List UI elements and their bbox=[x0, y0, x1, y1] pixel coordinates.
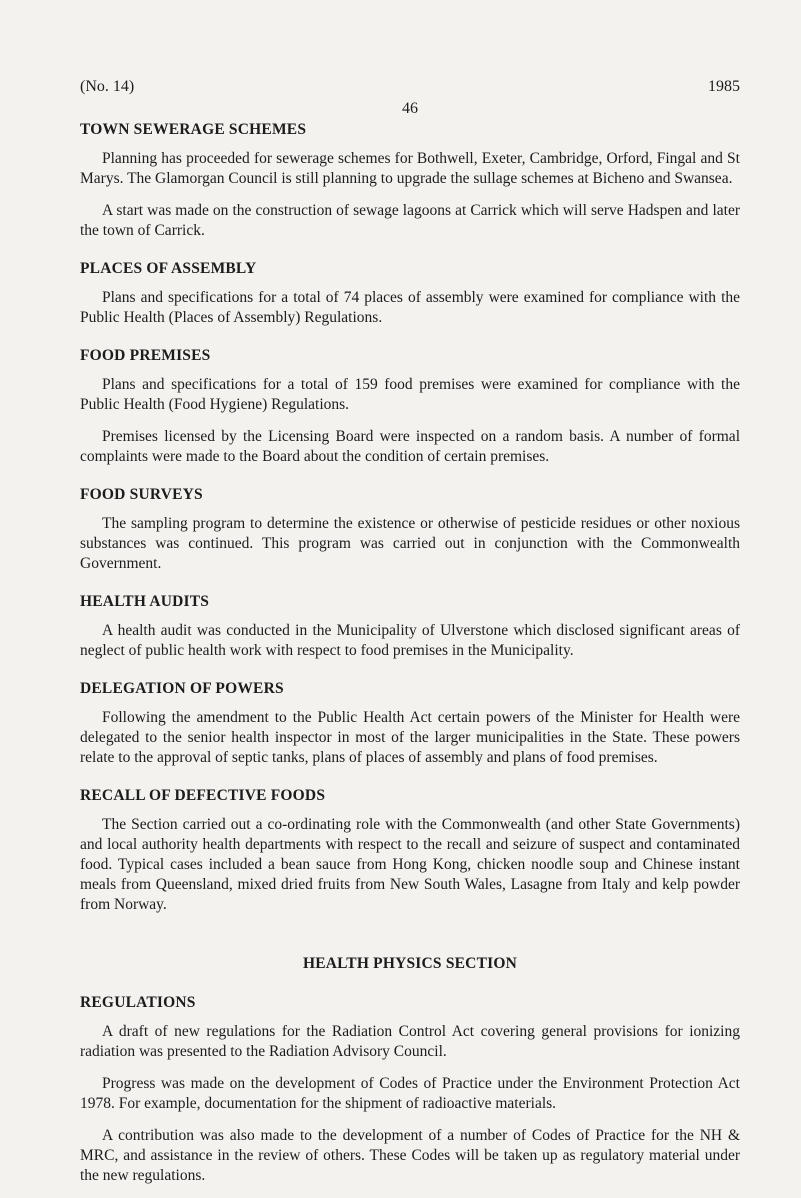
section-heading: FOOD PREMISES bbox=[80, 347, 211, 364]
issue-number: (No. 14) bbox=[80, 78, 135, 95]
section bbox=[80, 592, 740, 661]
section bbox=[80, 120, 740, 241]
running-head bbox=[80, 78, 740, 120]
paragraph: The Section carried out a co-ordinating role with the Commonwealth (and other State Governments) and local authority health departments with respect to the recall and seizure of suspect and contaminated food. Typical cases included a bean sauce from Hong Kong, chicken noodle soup and Chinese instant meals from Queensland, mixed dried fruits from New South Wales, Lasagne from Italy and kelp powder from Norway. bbox=[80, 816, 740, 913]
section-heading: TOWN SEWERAGE SCHEMES bbox=[80, 121, 307, 138]
section-heading: PLACES OF ASSEMBLY bbox=[80, 260, 257, 277]
paragraph: A health audit was conducted in the Municipality of Ulverstone which disclosed significant areas of neglect of public health work with respect to food premises in the Municipality. bbox=[80, 622, 740, 659]
section-heading: FOOD SURVEYS bbox=[80, 486, 203, 503]
paragraph: Planning has proceeded for sewerage schemes for Bothwell, Exeter, Cambridge, Orford, Fingal and St Marys. The Glamorgan Council is still planning to upgrade the sullage schemes at Bicheno and Swansea. bbox=[80, 150, 740, 187]
page-number: 46 bbox=[402, 100, 418, 117]
section bbox=[80, 993, 740, 1186]
paragraph: Following the amendment to the Public Health Act certain powers of the Minister for Health were delegated to the senior health inspector in most of the larger municipalities in the State. These powers relate to the approval of septic tanks, plans of places of assembly and plans of food premises. bbox=[80, 709, 740, 766]
section-heading: RECALL OF DEFECTIVE FOODS bbox=[80, 787, 326, 804]
year: 1985 bbox=[708, 78, 740, 95]
section bbox=[80, 346, 740, 467]
section bbox=[80, 679, 740, 768]
document-page bbox=[80, 78, 740, 1198]
paragraph: A draft of new regulations for the Radiation Control Act covering general provisions for ionizing radiation was presented to the Radiation Advisory Council. bbox=[80, 1023, 740, 1060]
paragraph: A start was made on the construction of sewage lagoons at Carrick which will serve Hadspen and later the town of Carrick. bbox=[80, 202, 740, 239]
paragraph: Plans and specifications for a total of 159 food premises were examined for compliance with the Public Health (Food Hygiene) Regulations. bbox=[80, 376, 740, 413]
sections-part-b bbox=[80, 993, 740, 1186]
section-heading: DELEGATION OF POWERS bbox=[80, 680, 284, 697]
section bbox=[80, 259, 740, 328]
section-heading-centered: HEALTH PHYSICS SECTION bbox=[302, 955, 517, 972]
section bbox=[80, 485, 740, 574]
paragraph: Premises licensed by the Licensing Board were inspected on a random basis. A number of formal complaints were made to the Board about the condition of certain premises. bbox=[80, 428, 740, 465]
paragraph: Progress was made on the development of Codes of Practice under the Environment Protection Act 1978. For example, documentation for the shipment of radioactive materials. bbox=[80, 1075, 740, 1112]
section bbox=[80, 786, 740, 915]
section-heading: REGULATIONS bbox=[80, 994, 196, 1011]
paragraph: A contribution was also made to the development of a number of Codes of Practice for the NH & MRC, and assistance in the review of others. These Codes will be taken up as regulatory material under the new regulations. bbox=[80, 1127, 740, 1184]
sections-part-a bbox=[80, 120, 740, 915]
paragraph: Plans and specifications for a total of 74 places of assembly were examined for compliance with the Public Health (Places of Assembly) Regulations. bbox=[80, 289, 740, 326]
section-heading: HEALTH AUDITS bbox=[80, 593, 210, 610]
paragraph: The sampling program to determine the existence or otherwise of pesticide residues or other noxious substances was continued. This program was carried out in conjunction with the Commonwealth Government. bbox=[80, 515, 740, 572]
